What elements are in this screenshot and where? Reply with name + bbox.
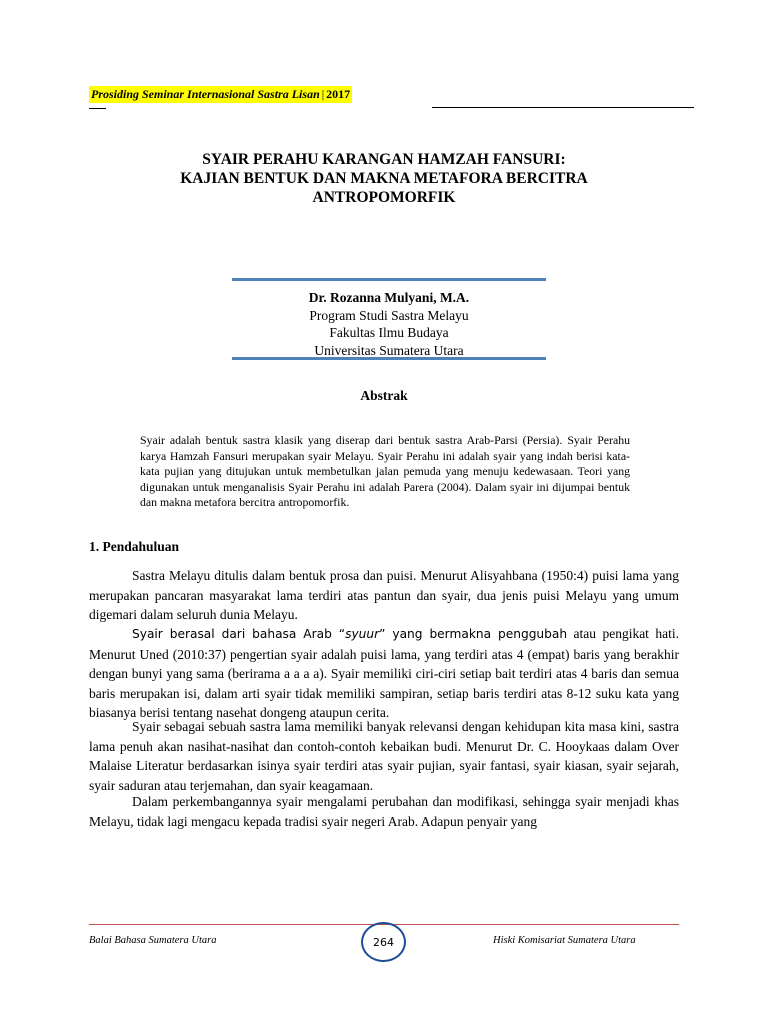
- author-rule-top: [232, 278, 546, 281]
- paragraph-4-text: Dalam perkembangannya syair mengalami perubahan dan modifikasi, sehingga syair menjadi khas Melayu, tidak lagi mengacu kepada tradisi syair negeri Arab. Adapun penyair yang: [89, 794, 679, 829]
- footer-organization: Hiski Komisariat Sumatera Utara: [493, 935, 636, 946]
- paragraph-3-text: Syair sebagai sebuah sastra lama memiliki banyak relevansi dengan kehidupan kita masa kini, sastra lama penuh akan nasihat-nasihat dan contoh-contoh kebaikan budi. Menurut Dr. C. Hooykaas dalam Over Malaise Literatur berdasarkan isinya syair terdiri atas syair pujian, syair fantasi, syair kiasan, syair sejarah, syair saduran atau terjemahan, dan syair keagamaan.: [89, 719, 679, 793]
- page-number-oval: [361, 922, 406, 962]
- title-line-2: KAJIAN BENTUK DAN MAKNA METAFORA BERCITRA: [180, 170, 588, 187]
- paragraph-2-italic-term: syuur: [345, 627, 380, 641]
- paragraph-4: [89, 792, 679, 831]
- paragraph-2-alt-a: Syair berasal dari bahasa Arab “: [132, 627, 346, 641]
- abstract-body: Syair adalah bentuk sastra klasik yang diserap dari bentuk sastra Arab-Parsi (Persia). Syair Perahu karya Hamzah Fansuri merupakan syair Melayu. Syair Perahu ini adalah syair yang indah berisi kata-kata pujian yang ditujukan untuk membetulkan jalan pemuda yang menuju kedewasaan. Teori yang digunakan untuk menganalisis Syair Perahu ini adalah Parera (2004). Dalam syair ini dijumpai bentuk dan makna metafora bercitra antropomorfik.: [140, 433, 630, 509]
- page-number: 264: [373, 935, 394, 949]
- paragraph-1-text: Sastra Melayu ditulis dalam bentuk prosa dan puisi. Menurut Alisyahbana (1950:4) puisi lama yang merupakan pancaran masyarakat lama terdiri atas pantun dan syair, dua jenis puisi Melayu yang umum digemari dalam seluruh dunia Melayu.: [89, 568, 679, 622]
- paragraph-1: [89, 566, 679, 625]
- title-line-3: ANTROPOMORFIK: [312, 189, 456, 206]
- author-rule-bottom: [232, 357, 546, 360]
- paragraph-2: [89, 624, 679, 723]
- footer-institution: Balai Bahasa Sumatera Utara: [89, 935, 217, 946]
- author-name: Dr. Rozanna Mulyani, M.A.: [308, 290, 470, 305]
- author-block: [232, 289, 546, 359]
- proceedings-year: 2017: [326, 87, 351, 101]
- section-heading: 1. Pendahuluan: [89, 539, 180, 554]
- paper-title: [89, 150, 679, 207]
- proceedings-title: Prosiding Seminar Internasional Sastra Lisan: [91, 87, 320, 101]
- author-university: Universitas Sumatera Utara: [314, 342, 464, 358]
- paragraph-2-rest: atau pengikat hati. Menurut Uned (2010:37) pengertian syair adalah puisi lama, yang terdiri atas 4 (empat) baris yang berakhir dengan bunyi yang sama (berirama a a a a). Syair memiliki ciri-ciri setiap bait terdiri atas 4 baris dan semua baris merupakan isi, dalam arti syair tidak memiliki sampiran, setiap baris terdiri atas 8-12 suku kata yang biasanya berisi tentang nasehat dongeng ataupun cerita.: [89, 626, 679, 720]
- header-rule-right: [432, 107, 694, 108]
- header-separator: |: [321, 87, 325, 101]
- header-rule-left: [89, 108, 106, 109]
- paragraph-3: [89, 717, 679, 795]
- title-line-1: SYAIR PERAHU KARANGAN HAMZAH FANSURI:: [202, 151, 566, 168]
- abstract-heading: Abstrak: [360, 388, 408, 403]
- author-program: Program Studi Sastra Melayu: [309, 307, 469, 323]
- proceedings-header: [89, 86, 352, 103]
- paragraph-2-alt-b: ” yang bermakna penggubah: [379, 627, 568, 641]
- author-faculty: Fakultas Ilmu Budaya: [329, 325, 449, 340]
